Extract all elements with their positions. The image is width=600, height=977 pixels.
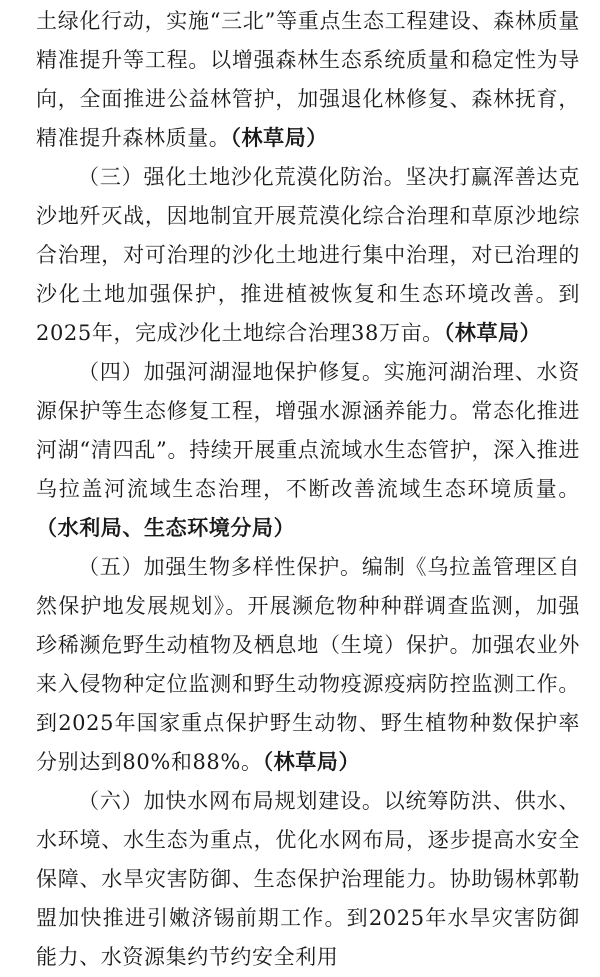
responsible-department: （林草局） xyxy=(230,126,328,150)
paragraph-afforestation xyxy=(36,2,580,158)
paragraph-text: （五）加强生物多样性保护。编制《乌拉盖管理区自然保护地发展规划》。开展濒危物种种群调查监测，加强珍稀濒危野生动植物及栖息地（生境）保护。加强农业外来入侵物种定位监测和野生动物疫源疫病防控监测工作。到2025年国家重点保护野生动物、野生植物种数保护率分别达到80%和88%。 xyxy=(36,555,580,774)
paragraph-text: 土绿化行动，实施“三北”等重点生态工程建设、森林质量精准提升等工程。以增强森林生态系统质量和稳定性为导向，全面推进公益林管护，加强退化林修复、森林抚育，精准提升森林质量。 xyxy=(36,9,580,150)
responsible-department: （林草局） xyxy=(443,321,542,345)
paragraph-water-network xyxy=(36,782,580,977)
paragraph-biodiversity xyxy=(36,548,580,782)
paragraph-text: （三）强化土地沙化荒漠化防治。坚决打赢浑善达克沙地歼灭战，因地制宜开展荒漠化综合治理和草原沙地综合治理，对可治理的沙化土地进行集中治理，对已治理的沙化土地加强保护，推进植被恢复和生态环境改善。到2025年，完成沙化土地综合治理38万亩。 xyxy=(36,165,580,345)
paragraph-text: （四）加强河湖湿地保护修复。实施河湖治理、水资源保护等生态修复工程，增强水源涵养能力。常态化推进河湖“清四乱”。持续开展重点流域水生态管护，深入推进乌拉盖河流域生态治理，不断改善流域生态环境质量。 xyxy=(36,360,580,501)
responsible-department: （林草局） xyxy=(262,750,361,774)
paragraph-text: （六）加快水网布局规划建设。以统筹防洪、供水、水环境、水生态为重点，优化水网布局，逐步提高水安全保障、水旱灾害防御、生态保护治理能力。协助锡林郭勒盟加快推进引嫩济锡前期工作。到2025年水旱灾害防御能力、水资源集约节约安全利用 xyxy=(36,789,580,969)
paragraph-wetland-protection xyxy=(36,353,580,548)
paragraph-desertification-control xyxy=(36,158,580,353)
responsible-department: （水利局、生态环境分局） xyxy=(36,516,296,540)
